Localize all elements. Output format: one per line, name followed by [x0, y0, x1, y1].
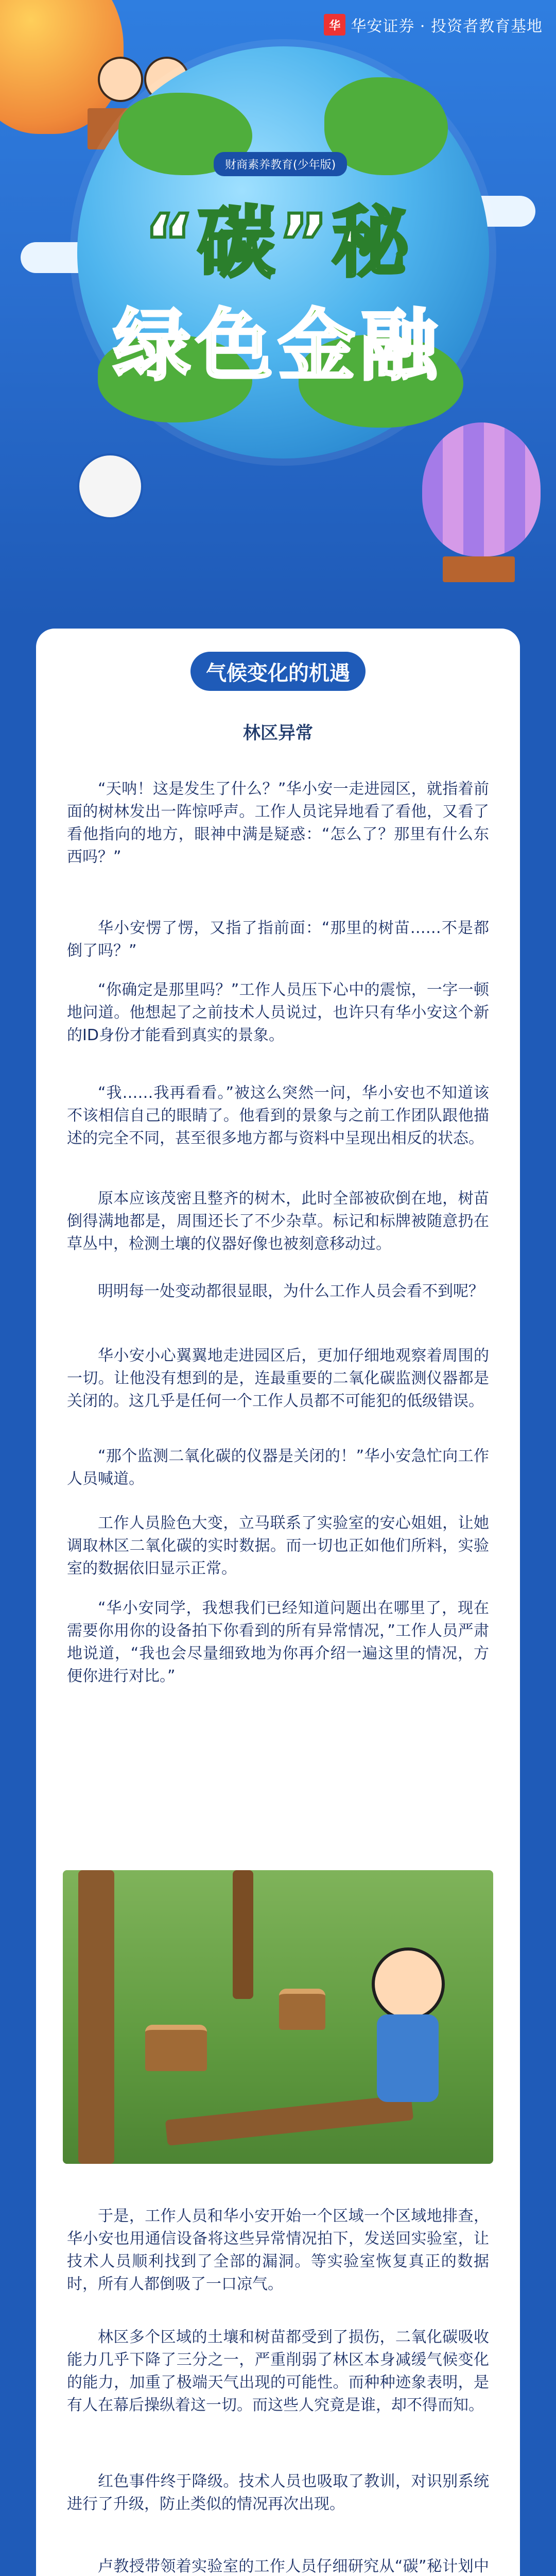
section-title: 气候变化的机遇: [190, 652, 366, 691]
boy-character-body: [377, 2014, 439, 2102]
balloon-right-illustration: [422, 422, 541, 556]
paragraph: 卢教授带领着实验室的工作人员仔细研究从“碳”秘计划中: [98, 2557, 489, 2575]
paragraph: 工作人员脸色大变，立马联系了实验室的安心姐姐，让她调取林区二氧化碳的实时数据。而一切也正如他们所料，实验室的数据依旧显示正常。: [67, 1514, 489, 1578]
article-subtitle: 林区异常: [243, 723, 313, 743]
page-title-line2: 绿色金融: [113, 301, 443, 391]
paragraph: “那个监测二氧化碳的仪器是关闭的！”华小安急忙向工作人员喊道。: [67, 1447, 489, 1488]
basket-right-illustration: [443, 556, 515, 582]
fallen-log: [165, 2094, 414, 2146]
boy-character: [372, 1947, 445, 2021]
tree-trunk: [78, 1870, 114, 2164]
paragraph: “你确定是那里吗？”工作人员压下心中的震惊，一字一顿地问道。他想起了之前技术人员说过，也许只有华小安这个新的ID身份才能看到真实的景象。: [67, 981, 489, 1044]
paragraph: 于是，工作人员和华小安开始一个区域一个区域地排查，华小安也用通信设备将这些异常情况拍下，发送回实验室，让技术人员顺利找到了全部的漏洞。等实验室恢复真正的数据时，所有人都倒吸了一口凉气。: [67, 2207, 489, 2293]
kid-boy-illustration: [98, 57, 143, 102]
brand-text: 华安证券 · 投资者教育基地: [351, 18, 543, 36]
paragraph: 红色事件终于降级。技术人员也吸取了教训，对识别系统进行了升级，防止类似的情况再次出现。: [67, 2472, 489, 2513]
series-badge: 财商素养教育(少年版): [214, 152, 347, 176]
paragraph: 华小安愣了愣，又指了指前面：“那里的树苗……不是都倒了吗？”: [67, 919, 489, 960]
tree-stump: [279, 1989, 325, 2030]
tree-trunk: [233, 1870, 253, 1999]
paragraph: “我……我再看看。”被这么突然一问，华小安也不知道该不该相信自己的眼睛了。他看到的景象与之前工作团队跟他描述的完全不同，甚至很多地方都与资料中呈现出相反的状态。: [67, 1084, 489, 1147]
paragraph: 林区多个区域的土壤和树苗都受到了损伤，二氧化碳吸收能力几乎下降了三分之一，严重削弱了林区本身减缓气候变化的能力，加重了极端天气出现的可能性。而种种迹象表明，是有人在幕后操纵着这一切。而这些人究竟是谁，却不得而知。: [67, 2328, 489, 2414]
hero-banner: [0, 0, 556, 618]
mascot-robot-illustration: [77, 453, 143, 519]
brand-header: [324, 13, 543, 36]
article-card: [36, 629, 520, 2576]
tree-stump: [145, 2025, 207, 2071]
forest-illustration: [63, 1870, 493, 2164]
paragraph: “天呐！这是发生了什么？”华小安一走进园区，就指着前面的树林发出一阵惊呼声。工作人员诧异地看了看他，又看了看他指向的地方，眼神中满是疑惑：“怎么了？那里有什么东西吗？”: [67, 780, 489, 866]
paragraph: 华小安小心翼翼地走进园区后，更加仔细地观察着周围的一切。让他没有想到的是，连最重要的二氧化碳监测仪器都是关闭的。这几乎是任何一个工作人员都不可能犯的低级错误。: [67, 1347, 489, 1410]
paragraph: 明明每一处变动都很显眼，为什么工作人员会看不到呢？: [98, 1282, 484, 1300]
paragraph: 原本应该茂密且整齐的树木，此时全部被砍倒在地，树苗倒得满地都是，周围还长了不少杂草。标记和标牌被随意扔在草丛中，检测土壤的仪器好像也被刻意移动过。: [67, 1190, 489, 1253]
brand-logo: 华: [324, 14, 345, 36]
page-title-line1: “碳”秘: [144, 198, 412, 288]
paragraph: “华小安同学，我想我们已经知道问题出在哪里了，现在需要你用你的设备拍下你看到的所有异常情况，”工作人员严肃地说道，“我也会尽量细致地为你再介绍一遍这里的情况，方便你进行对比。”: [67, 1599, 489, 1685]
